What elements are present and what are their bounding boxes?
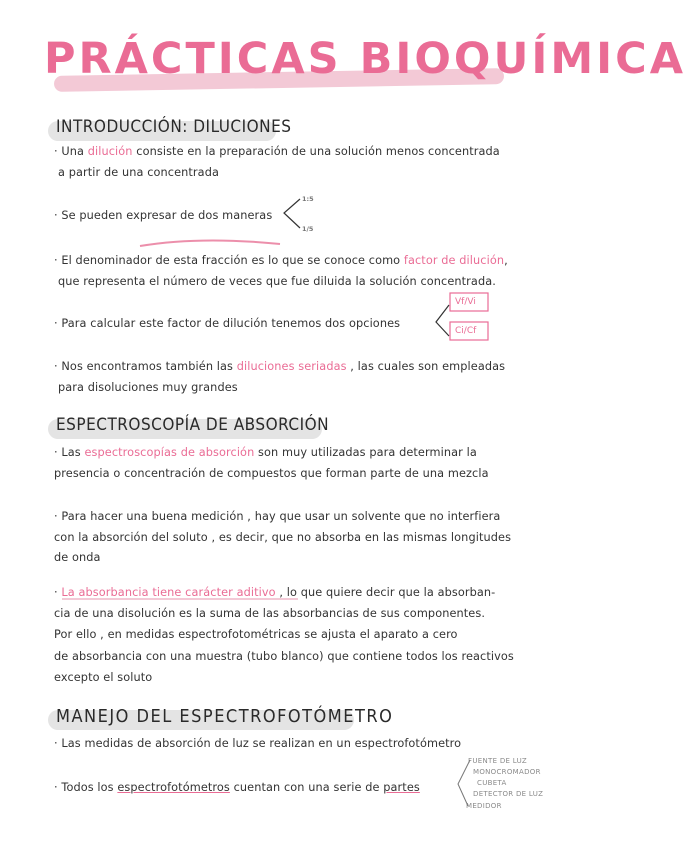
text: · Las <box>54 446 85 459</box>
text: · El denominador de esta fracción es lo que se conoce como <box>54 254 404 267</box>
branch-bottom-label: 1/5 <box>302 225 314 233</box>
text: consiste en la preparación de una solución menos concentrada <box>132 145 500 158</box>
spectro-line-5: de onda <box>54 551 101 564</box>
term-partes: partes <box>383 781 420 794</box>
option-ci-cf: Ci/Cf <box>455 326 477 336</box>
intro-line-8: para disoluciones muy grandes <box>58 381 238 394</box>
spectro-line-4: con la absorción del soluto , es decir, que no absorba en las mismas longitudes <box>54 531 512 544</box>
part-item: MEDIDOR <box>466 802 502 810</box>
heading-text: MANEJO DEL ESPECTROFOTÓMETRO <box>56 706 394 727</box>
intro-line-5: que representa el número de veces que fue diluida la solución concentrada. <box>58 275 496 288</box>
pink-underline-stroke <box>140 240 280 246</box>
part-item: FUENTE DE LUZ <box>468 757 528 765</box>
text: cuentan con una serie de <box>229 781 384 794</box>
branch-top-label: 1:5 <box>302 195 314 203</box>
spectro-line-7: cia de una disolución es la suma de las absorbancias de sus componentes. <box>54 607 486 620</box>
spectro-line-3: · Para hacer una buena medición , hay que usar un solvente que no interfiera <box>54 510 501 523</box>
manejo-line-1: · Las medidas de absorción de luz se realizan en un espectrofotómetro <box>54 737 462 750</box>
option-vf-vi: Vf/Vi <box>455 297 476 307</box>
text: , lo que quiere decir que la absorban- <box>275 586 496 599</box>
spectro-line-2: presencia o concentración de compuestos que forman parte de una mezcla <box>54 467 489 480</box>
spectro-line-8: Por ello , en medidas espectrofotométricas se ajusta el aparato a cero <box>54 628 458 641</box>
term-espectroscopias: espectroscopías de absorción <box>84 446 255 459</box>
part-item: CUBETA <box>477 779 507 787</box>
branch-brace <box>284 199 300 228</box>
term-absorbancia-aditivo: La absorbancia tiene carácter aditivo <box>61 586 276 599</box>
heading-text: INTRODUCCIÓN: DILUCIONES <box>56 117 292 137</box>
text: · Una <box>54 145 88 158</box>
term-espectrofotometros: espectrofotómetros <box>117 781 230 794</box>
term-factor-dilucion: factor de dilución <box>403 254 505 267</box>
intro-line-3: · Se pueden expresar de dos maneras <box>54 209 273 222</box>
text: , las cuales son empleadas <box>346 360 506 373</box>
spectro-line-9: de absorbancia con una muestra (tubo blanco) que contiene todos los reactivos <box>54 650 514 663</box>
intro-line-6: · Para calcular este factor de dilución tenemos dos opciones <box>54 317 401 330</box>
term-dilucion: dilución <box>87 145 133 158</box>
part-item: DETECTOR DE LUZ <box>473 790 544 798</box>
heading-text: ESPECTROSCOPÍA DE ABSORCIÓN <box>56 415 330 435</box>
text: , <box>504 254 508 267</box>
text: · Nos encontramos también las <box>54 360 237 373</box>
option-box-1 <box>450 293 488 311</box>
text: son muy utilizadas para determinar la <box>254 446 477 459</box>
page-title: PRÁCTICAS BIOQUÍMICA <box>44 34 686 84</box>
options-brace <box>436 305 449 336</box>
text: · Todos los <box>54 781 118 794</box>
option-box-2 <box>450 322 488 340</box>
part-item: MONOCROMADOR <box>473 768 541 776</box>
intro-line-2: a partir de una concentrada <box>58 166 219 179</box>
term-diluciones-seriadas: diluciones seriadas <box>236 360 347 373</box>
text: · <box>54 586 62 599</box>
parts-brace <box>458 760 470 806</box>
spectro-line-10: excepto el soluto <box>54 671 153 684</box>
